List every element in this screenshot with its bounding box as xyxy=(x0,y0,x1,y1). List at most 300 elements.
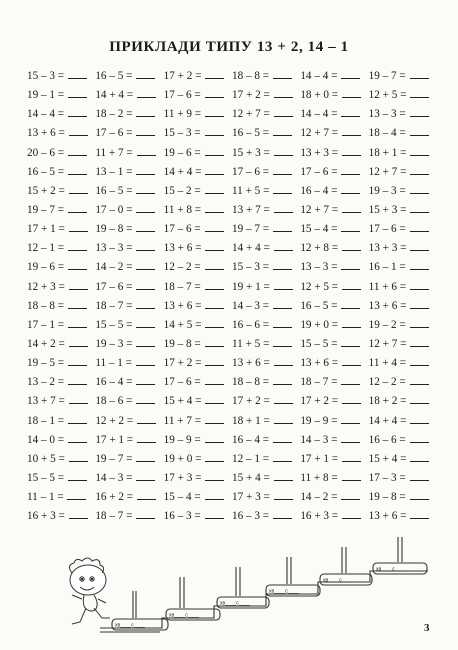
exercise-item xyxy=(27,488,95,507)
answer-blank[interactable] xyxy=(410,241,429,251)
exercise-expression: 12 + 7 = xyxy=(232,108,270,121)
answer-blank[interactable] xyxy=(69,394,88,404)
exercise-item xyxy=(164,144,232,163)
exercise-expression: 16 + 3 = xyxy=(27,510,65,523)
answer-blank[interactable] xyxy=(410,490,429,500)
exercise-item xyxy=(232,450,300,469)
exercise-item xyxy=(300,450,368,469)
answer-blank[interactable] xyxy=(136,356,155,366)
answer-blank[interactable] xyxy=(342,471,361,481)
exercise-expression: 19 – 3 = xyxy=(95,337,133,350)
exercise-expression: 19 + 0 = xyxy=(163,452,202,465)
answer-blank[interactable] xyxy=(136,337,155,347)
answer-blank[interactable] xyxy=(274,88,293,98)
exercise-item xyxy=(27,431,95,450)
answer-blank[interactable] xyxy=(205,356,224,366)
exercise-item xyxy=(164,335,232,354)
answer-blank[interactable] xyxy=(205,184,224,194)
exercise-expression: 14 – 3 = xyxy=(95,471,133,484)
exercise-item xyxy=(27,469,95,488)
exercise-expression: 14 + 5 = xyxy=(163,318,202,331)
answer-blank[interactable] xyxy=(410,146,429,156)
exercise-item xyxy=(300,488,368,507)
exercise-item xyxy=(369,469,437,488)
answer-blank[interactable] xyxy=(68,299,87,309)
answer-blank[interactable] xyxy=(136,318,155,328)
exercise-expression: 15 – 5 = xyxy=(27,471,65,484)
answer-blank[interactable] xyxy=(136,375,155,385)
answer-blank[interactable] xyxy=(136,241,155,251)
answer-blank[interactable] xyxy=(341,165,360,175)
answer-blank[interactable] xyxy=(205,88,224,98)
exercise-expression: 16 – 5 = xyxy=(27,165,65,178)
exercise-expression: 19 – 7 = xyxy=(95,452,133,465)
exercise-item xyxy=(300,258,368,277)
answer-blank[interactable] xyxy=(136,126,155,136)
answer-blank[interactable] xyxy=(410,165,429,175)
exercise-item xyxy=(300,163,368,182)
answer-blank[interactable] xyxy=(68,203,87,213)
answer-blank[interactable] xyxy=(68,414,87,424)
exercise-expression: 20 – 6 = xyxy=(27,146,65,159)
answer-blank[interactable] xyxy=(68,88,87,98)
answer-blank[interactable] xyxy=(136,165,155,175)
exercise-expression: 13 + 6 = xyxy=(368,510,407,523)
answer-blank[interactable] xyxy=(136,452,155,462)
exercise-expression: 12 – 1 = xyxy=(27,242,65,255)
exercise-item xyxy=(164,124,232,143)
answer-blank[interactable] xyxy=(341,414,360,424)
exercise-item xyxy=(232,278,300,297)
answer-blank[interactable] xyxy=(410,337,429,347)
exercise-item xyxy=(369,373,437,392)
exercise-expression: 19 – 9 = xyxy=(300,414,338,427)
answer-blank[interactable] xyxy=(342,126,361,136)
exercise-expression: 12 + 5 = xyxy=(368,89,407,102)
exercise-expression: 17 – 6 = xyxy=(163,223,201,236)
answer-blank[interactable] xyxy=(410,375,429,385)
answer-blank[interactable] xyxy=(273,126,292,136)
exercise-item xyxy=(164,182,232,201)
exercise-expression: 12 + 7 = xyxy=(300,203,339,216)
answer-blank[interactable] xyxy=(69,509,88,519)
answer-blank[interactable] xyxy=(342,203,361,213)
answer-blank[interactable] xyxy=(205,69,224,79)
exercise-expression: 15 – 5 = xyxy=(300,337,338,350)
answer-blank[interactable] xyxy=(341,69,360,79)
answer-blank[interactable] xyxy=(273,299,292,309)
exercise-expression: 14 – 4 = xyxy=(300,108,338,121)
exercise-expression: 16 – 1 = xyxy=(368,261,406,274)
exercise-item xyxy=(27,412,95,431)
exercise-item xyxy=(300,412,368,431)
answer-blank[interactable] xyxy=(341,260,360,270)
answer-blank[interactable] xyxy=(205,452,224,462)
exercise-expression: 19 – 2 = xyxy=(368,318,406,331)
answer-blank[interactable] xyxy=(273,318,292,328)
answer-blank[interactable] xyxy=(341,107,360,117)
answer-blank[interactable] xyxy=(205,107,224,117)
stairs-illustration xyxy=(0,535,458,635)
exercise-item xyxy=(232,105,300,124)
answer-blank[interactable] xyxy=(137,146,156,156)
answer-blank[interactable] xyxy=(69,126,88,136)
exercise-expression: 11 + 5 = xyxy=(232,337,270,350)
exercise-item xyxy=(300,335,368,354)
answer-blank[interactable] xyxy=(274,356,293,366)
exercise-expression: 13 + 3 = xyxy=(300,146,339,159)
answer-blank[interactable] xyxy=(136,222,155,232)
exercise-item xyxy=(164,469,232,488)
exercise-expression: 17 + 1 = xyxy=(95,433,134,446)
exercise-item xyxy=(27,67,95,86)
exercise-item xyxy=(300,67,368,86)
answer-blank[interactable] xyxy=(136,107,155,117)
exercise-item xyxy=(27,163,95,182)
answer-blank[interactable] xyxy=(68,260,87,270)
exercise-expression: 11 + 6 = xyxy=(368,280,407,293)
exercise-expression: 17 + 1 = xyxy=(300,452,339,465)
exercise-item xyxy=(369,488,437,507)
exercise-item xyxy=(95,144,163,163)
answer-blank[interactable] xyxy=(342,241,361,251)
answer-blank[interactable] xyxy=(342,318,361,328)
exercise-expression: 11 + 8 = xyxy=(163,203,202,216)
answer-blank[interactable] xyxy=(68,241,87,251)
answer-blank[interactable] xyxy=(341,337,360,347)
answer-blank[interactable] xyxy=(341,299,360,309)
answer-blank[interactable] xyxy=(136,394,155,404)
answer-blank[interactable] xyxy=(205,299,224,309)
answer-blank[interactable] xyxy=(273,433,292,443)
answer-blank[interactable] xyxy=(136,471,155,481)
exercise-expression: 18 – 7 = xyxy=(300,376,338,389)
exercise-expression: 17 – 6 = xyxy=(232,165,270,178)
exercise-expression: 13 – 3 = xyxy=(300,261,338,274)
exercise-expression: 18 – 7 = xyxy=(95,299,133,312)
answer-blank[interactable] xyxy=(342,452,361,462)
answer-blank[interactable] xyxy=(136,203,155,213)
exercise-item xyxy=(369,335,437,354)
exercise-item xyxy=(95,258,163,277)
answer-blank[interactable] xyxy=(68,107,87,117)
answer-blank[interactable] xyxy=(137,88,156,98)
answer-blank[interactable] xyxy=(410,509,429,519)
answer-blank[interactable] xyxy=(410,260,429,270)
exercise-item xyxy=(232,163,300,182)
exercise-expression: 12 + 5 = xyxy=(300,280,339,293)
exercise-expression: 17 + 2 = xyxy=(232,89,270,102)
exercise-expression: 15 + 4 = xyxy=(163,395,202,408)
answer-blank[interactable] xyxy=(274,203,293,213)
answer-blank[interactable] xyxy=(274,146,293,156)
answer-blank[interactable] xyxy=(205,146,224,156)
answer-blank[interactable] xyxy=(68,375,87,385)
answer-blank[interactable] xyxy=(273,165,292,175)
exercise-expression: 18 – 8 = xyxy=(27,299,65,312)
answer-blank[interactable] xyxy=(342,356,361,366)
answer-blank[interactable] xyxy=(274,414,293,424)
exercise-item xyxy=(164,220,232,239)
answer-blank[interactable] xyxy=(136,69,155,79)
answer-blank[interactable] xyxy=(273,222,292,232)
answer-blank[interactable] xyxy=(410,69,429,79)
exercise-expression: 14 + 2 = xyxy=(27,337,65,350)
answer-blank[interactable] xyxy=(205,280,224,290)
answer-blank[interactable] xyxy=(342,280,361,290)
step-label: хв____с____ xyxy=(376,566,406,573)
answer-blank[interactable] xyxy=(137,414,156,424)
exercise-item xyxy=(164,297,232,316)
answer-blank[interactable] xyxy=(410,126,429,136)
answer-blank[interactable] xyxy=(341,490,360,500)
exercise-item xyxy=(369,105,437,124)
answer-blank[interactable] xyxy=(205,337,224,347)
exercise-expression: 12 + 7 = xyxy=(300,127,339,140)
answer-blank[interactable] xyxy=(69,222,88,232)
exercise-expression: 17 + 2 = xyxy=(163,357,202,370)
exercise-expression: 13 – 3 = xyxy=(95,242,133,255)
exercise-expression: 15 – 3 = xyxy=(232,261,270,274)
answer-blank[interactable] xyxy=(69,184,88,194)
exercise-expression: 12 – 2 = xyxy=(368,376,406,389)
exercise-item xyxy=(232,86,300,105)
exercise-expression: 15 + 4 = xyxy=(368,452,407,465)
exercise-item xyxy=(95,124,163,143)
exercise-expression: 14 + 4 = xyxy=(232,242,270,255)
exercise-expression: 10 + 5 = xyxy=(27,452,65,465)
answer-blank[interactable] xyxy=(410,394,429,404)
answer-blank[interactable] xyxy=(274,241,293,251)
answer-blank[interactable] xyxy=(273,375,292,385)
exercise-item xyxy=(369,86,437,105)
answer-blank[interactable] xyxy=(410,184,429,194)
answer-blank[interactable] xyxy=(410,318,429,328)
exercise-item xyxy=(232,316,300,335)
answer-blank[interactable] xyxy=(205,126,224,136)
exercise-expression: 15 – 5 = xyxy=(95,318,133,331)
answer-blank[interactable] xyxy=(410,222,429,232)
exercise-item xyxy=(27,373,95,392)
exercise-grid xyxy=(27,67,437,526)
exercise-item xyxy=(300,201,368,220)
answer-blank[interactable] xyxy=(410,203,429,213)
exercise-expression: 18 – 8 = xyxy=(232,70,270,82)
exercise-expression: 11 + 5 = xyxy=(232,184,270,197)
exercise-expression: 14 – 3 = xyxy=(300,433,338,446)
exercise-item xyxy=(95,220,163,239)
exercise-expression: 18 + 2 = xyxy=(368,395,407,408)
exercise-expression: 19 + 1 = xyxy=(232,280,270,293)
exercise-item xyxy=(95,201,163,220)
exercise-item xyxy=(164,316,232,335)
answer-blank[interactable] xyxy=(137,490,156,500)
step-label: хв____с____ xyxy=(269,588,299,595)
answer-blank[interactable] xyxy=(410,433,429,443)
exercise-expression: 15 + 3 = xyxy=(368,203,407,216)
answer-blank[interactable] xyxy=(68,356,87,366)
answer-blank[interactable] xyxy=(273,184,292,194)
exercise-item xyxy=(95,373,163,392)
exercise-item xyxy=(27,354,95,373)
answer-blank[interactable] xyxy=(273,452,292,462)
answer-blank[interactable] xyxy=(410,414,429,424)
exercise-item xyxy=(232,392,300,411)
answer-blank[interactable] xyxy=(68,165,87,175)
answer-blank[interactable] xyxy=(205,260,224,270)
answer-blank[interactable] xyxy=(274,107,293,117)
answer-blank[interactable] xyxy=(410,356,429,366)
exercise-expression: 13 + 6 = xyxy=(232,357,270,370)
exercise-item xyxy=(232,469,300,488)
exercise-item xyxy=(369,144,437,163)
answer-blank[interactable] xyxy=(410,471,429,481)
answer-blank[interactable] xyxy=(341,433,360,443)
answer-blank[interactable] xyxy=(410,452,429,462)
answer-blank[interactable] xyxy=(68,69,87,79)
exercise-expression: 15 – 2 = xyxy=(163,184,201,197)
answer-blank[interactable] xyxy=(205,318,224,328)
exercise-expression: 13 + 7 = xyxy=(232,203,270,216)
answer-blank[interactable] xyxy=(274,490,293,500)
exercise-item xyxy=(164,67,232,86)
exercise-item xyxy=(232,354,300,373)
answer-blank[interactable] xyxy=(205,375,224,385)
answer-blank[interactable] xyxy=(273,509,292,519)
answer-blank[interactable] xyxy=(342,146,361,156)
exercise-item xyxy=(232,297,300,316)
answer-blank[interactable] xyxy=(69,337,88,347)
exercise-expression: 13 – 3 = xyxy=(368,108,406,121)
exercise-expression: 14 + 4 = xyxy=(95,89,134,102)
exercise-expression: 12 + 3 = xyxy=(27,280,65,293)
answer-blank[interactable] xyxy=(136,299,155,309)
answer-blank[interactable] xyxy=(136,184,155,194)
exercise-item xyxy=(27,316,95,335)
answer-blank[interactable] xyxy=(205,165,224,175)
exercise-expression: 17 + 3 = xyxy=(163,471,202,484)
exercise-expression: 17 – 6 = xyxy=(95,280,133,293)
exercise-item xyxy=(369,258,437,277)
exercise-expression: 16 – 4 = xyxy=(232,433,270,446)
exercise-item xyxy=(232,124,300,143)
answer-blank[interactable] xyxy=(205,241,224,251)
exercise-expression: 16 – 5 = xyxy=(232,127,270,140)
answer-blank[interactable] xyxy=(69,280,88,290)
answer-blank[interactable] xyxy=(205,433,224,443)
answer-blank[interactable] xyxy=(205,471,224,481)
exercise-expression: 14 + 4 = xyxy=(163,165,202,178)
answer-blank[interactable] xyxy=(274,394,293,404)
answer-blank[interactable] xyxy=(273,69,292,79)
answer-blank[interactable] xyxy=(68,433,87,443)
exercise-item xyxy=(164,201,232,220)
exercise-item xyxy=(369,124,437,143)
exercise-expression: 14 – 2 = xyxy=(300,491,338,504)
exercise-item xyxy=(164,450,232,469)
exercise-item xyxy=(300,392,368,411)
answer-blank[interactable] xyxy=(68,318,87,328)
answer-blank[interactable] xyxy=(205,222,224,232)
answer-blank[interactable] xyxy=(273,337,292,347)
exercise-expression: 18 – 7 = xyxy=(95,510,133,523)
answer-blank[interactable] xyxy=(136,509,155,519)
answer-blank[interactable] xyxy=(341,184,360,194)
answer-blank[interactable] xyxy=(205,490,224,500)
answer-blank[interactable] xyxy=(205,509,224,519)
exercise-expression: 12 + 7 = xyxy=(368,337,407,350)
answer-blank[interactable] xyxy=(137,433,156,443)
answer-blank[interactable] xyxy=(205,394,224,404)
answer-blank[interactable] xyxy=(274,280,293,290)
exercise-item xyxy=(95,507,163,526)
exercise-expression: 12 + 7 = xyxy=(368,165,407,178)
exercise-expression: 11 + 7 = xyxy=(95,146,133,159)
answer-blank[interactable] xyxy=(136,280,155,290)
exercise-expression: 19 – 1 = xyxy=(27,89,65,102)
exercise-expression: 13 – 2 = xyxy=(27,376,65,389)
exercise-expression: 17 – 6 = xyxy=(163,376,201,389)
exercise-item xyxy=(164,412,232,431)
exercise-expression: 17 – 3 = xyxy=(368,471,406,484)
answer-blank[interactable] xyxy=(410,280,429,290)
exercise-item xyxy=(369,182,437,201)
answer-blank[interactable] xyxy=(205,414,224,424)
answer-blank[interactable] xyxy=(341,375,360,385)
exercise-item xyxy=(164,105,232,124)
answer-blank[interactable] xyxy=(410,107,429,117)
exercise-item xyxy=(95,67,163,86)
answer-blank[interactable] xyxy=(274,471,293,481)
exercise-item xyxy=(300,297,368,316)
answer-blank[interactable] xyxy=(341,222,360,232)
exercise-item xyxy=(164,258,232,277)
answer-blank[interactable] xyxy=(342,88,361,98)
exercise-expression: 12 + 2 = xyxy=(95,414,134,427)
answer-blank[interactable] xyxy=(342,394,361,404)
exercise-item xyxy=(232,431,300,450)
answer-blank[interactable] xyxy=(342,509,361,519)
exercise-expression: 18 – 6 = xyxy=(95,395,133,408)
exercise-expression: 14 + 4 = xyxy=(368,414,407,427)
exercise-expression: 19 – 5 = xyxy=(27,357,65,370)
exercise-expression: 15 + 3 = xyxy=(232,146,270,159)
exercise-item xyxy=(164,507,232,526)
exercise-expression: 13 – 1 = xyxy=(95,165,133,178)
exercise-expression: 16 – 4 = xyxy=(95,376,133,389)
answer-blank[interactable] xyxy=(68,471,87,481)
step-label: хв____с____ xyxy=(323,577,353,584)
answer-blank[interactable] xyxy=(67,490,86,500)
exercise-expression: 12 + 8 = xyxy=(300,242,339,255)
answer-blank[interactable] xyxy=(69,452,88,462)
exercise-item xyxy=(369,163,437,182)
exercise-expression: 13 + 6 = xyxy=(368,299,407,312)
answer-blank[interactable] xyxy=(68,146,87,156)
exercise-item xyxy=(369,278,437,297)
answer-blank[interactable] xyxy=(273,260,292,270)
answer-blank[interactable] xyxy=(205,203,224,213)
exercise-item xyxy=(95,392,163,411)
exercise-item xyxy=(27,144,95,163)
answer-blank[interactable] xyxy=(136,260,155,270)
exercise-item xyxy=(95,335,163,354)
exercise-item xyxy=(164,431,232,450)
answer-blank[interactable] xyxy=(410,88,429,98)
exercise-expression: 18 + 1 = xyxy=(368,146,407,159)
answer-blank[interactable] xyxy=(410,299,429,309)
exercise-item xyxy=(95,163,163,182)
